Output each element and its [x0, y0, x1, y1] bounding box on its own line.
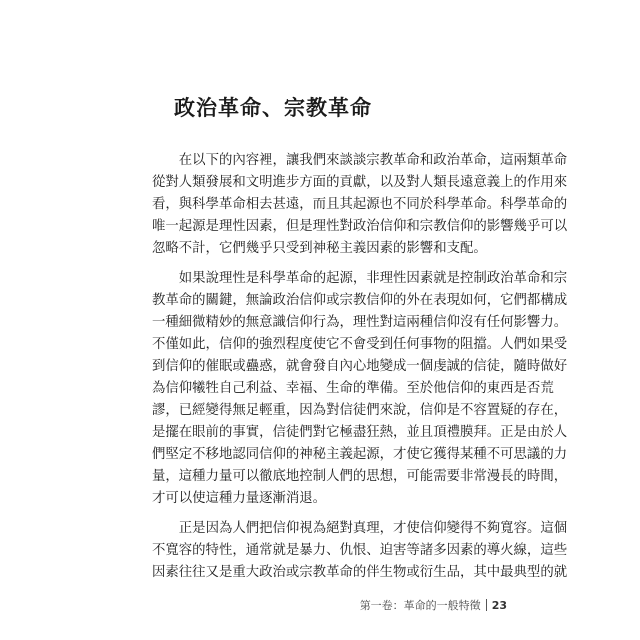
footer-section-label: 第一卷：革命的一般特徵: [359, 599, 481, 612]
footer-separator: [486, 599, 487, 611]
page-footer: [360, 597, 507, 613]
text-line: 忽略不計，它們幾乎只受到神秘主義因素的影響和支配。: [152, 241, 487, 256]
text-line: 因素往往又是重大政治或宗教革命的伴生物或衍生品，其中最典型的就: [152, 565, 568, 580]
text-line: 不僅如此，信仰的強烈程度使它不會受到任何事物的阻擋。人們如果受: [152, 337, 568, 352]
text-line: 到信仰的催眠或蠱惑，就會發自內心地變成一個虔誠的信徒，隨時做好: [152, 359, 568, 374]
text-line: 唯一起源是理性因素，但是理性對政治信仰和宗教信仰的影響幾乎可以: [152, 219, 568, 234]
text-line: 才可以使這種力量逐漸消退。: [152, 491, 327, 506]
paragraph-gap: [152, 510, 502, 518]
text-line: 在以下的內容裡，讓我們來談談宗教革命和政治革命，這兩類革命: [178, 153, 568, 168]
text-line: 從對人類發展和文明進步方面的貢獻，以及對人類長遠意義上的作用來: [152, 175, 568, 190]
text-line: 們堅定不移地認同信仰的神秘主義起源，才使它獲得某種不可思議的力: [152, 447, 568, 462]
text-line: 看，與科學革命相去甚遠，而且其起源也不同於科學革命。科學革命的: [152, 197, 568, 212]
paragraph-gap: [152, 260, 502, 268]
text-line: 正是因為人們把信仰視為絕對真理，才使信仰變得不夠寬容。這個: [178, 521, 568, 536]
text-line: 量，這種力量可以徹底地控制人們的思想，可能需要非常漫長的時間，: [152, 469, 568, 484]
body-text: [152, 150, 568, 584]
text-line: 不寬容的特性，通常就是暴力、仇恨、迫害等諸多因素的導火線，這些: [152, 543, 568, 558]
text-line: 為信仰犧牲自己利益、幸福、生命的準備。至於他信仰的東西是否荒: [152, 381, 554, 396]
text-line: 如果說理性是科學革命的起源，非理性因素就是控制政治革命和宗: [178, 271, 568, 286]
chapter-title: 政治革命、宗教革命: [174, 95, 372, 120]
page-number: 23: [491, 598, 507, 612]
text-line: 是擺在眼前的事實，信徒們對它極盡狂熱，並且頂禮膜拜。正是由於人: [152, 425, 568, 440]
text-line: 一種細微精妙的無意識信仰行為，理性對這兩種信仰沒有任何影響力。: [152, 315, 568, 330]
text-line: 教革命的關鍵，無論政治信仰或宗教信仰的外在表現如何，它們都構成: [152, 293, 568, 308]
text-line: 謬，已經變得無足輕重，因為對信徒們來說，信仰是不容置疑的存在，: [152, 403, 568, 418]
